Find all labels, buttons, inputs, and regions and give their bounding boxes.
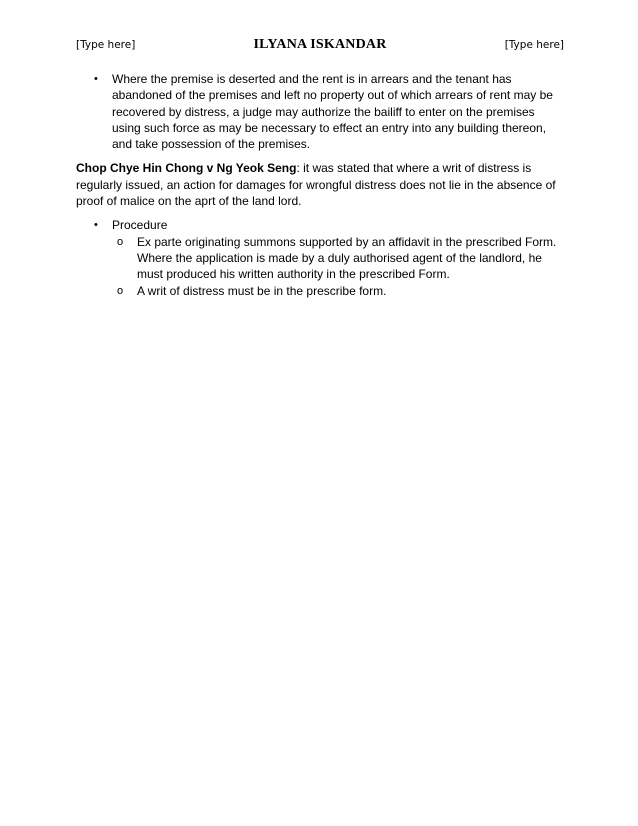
list-item-procedure	[76, 217, 566, 233]
sub-item-text: Ex parte originating summons supported by an affidavit in the prescribed Form. Where the application is made by a duly authorised agent of the landlord, he must produced his written authority in the prescribed Form.	[137, 234, 557, 282]
header-left-placeholder: [Type here]	[76, 39, 136, 51]
procedure-label: Procedure	[112, 218, 168, 233]
sub-item-text: A writ of distress must be in the prescribe form.	[137, 283, 387, 298]
bullet-icon: •	[94, 219, 98, 232]
page-header	[76, 37, 564, 57]
header-right-placeholder: [Type here]	[504, 39, 564, 51]
sub-list-item	[76, 234, 566, 283]
document-body	[76, 71, 566, 299]
bullet-text: Where the premise is deserted and the rent is in arrears and the tenant has abandoned of the premises and left no property out of which arrears of rent may be recovered by distress, a judge may authorize the bailiff to enter on the premises using such force as may be necessary to effect an entry into any building thereon, and take possession of the premises.	[112, 72, 553, 152]
case-text: : it was stated that where a writ of distress is regularly issued, an action for damages for wrongful distress does not lie in the absence of proof of malice on the aprt of the land lord.	[76, 161, 556, 209]
case-name: Chop Chye Hin Chong v Ng Yeok Seng	[76, 161, 297, 176]
procedure-sub-list	[76, 234, 566, 299]
header-title: ILYANA ISKANDAR	[253, 37, 387, 52]
list-item	[76, 71, 566, 152]
bullet-icon: •	[94, 73, 98, 85]
circle-bullet-icon: o	[117, 235, 124, 248]
case-paragraph	[76, 160, 566, 209]
circle-bullet-icon: o	[117, 284, 124, 297]
sub-list-item	[76, 283, 566, 299]
